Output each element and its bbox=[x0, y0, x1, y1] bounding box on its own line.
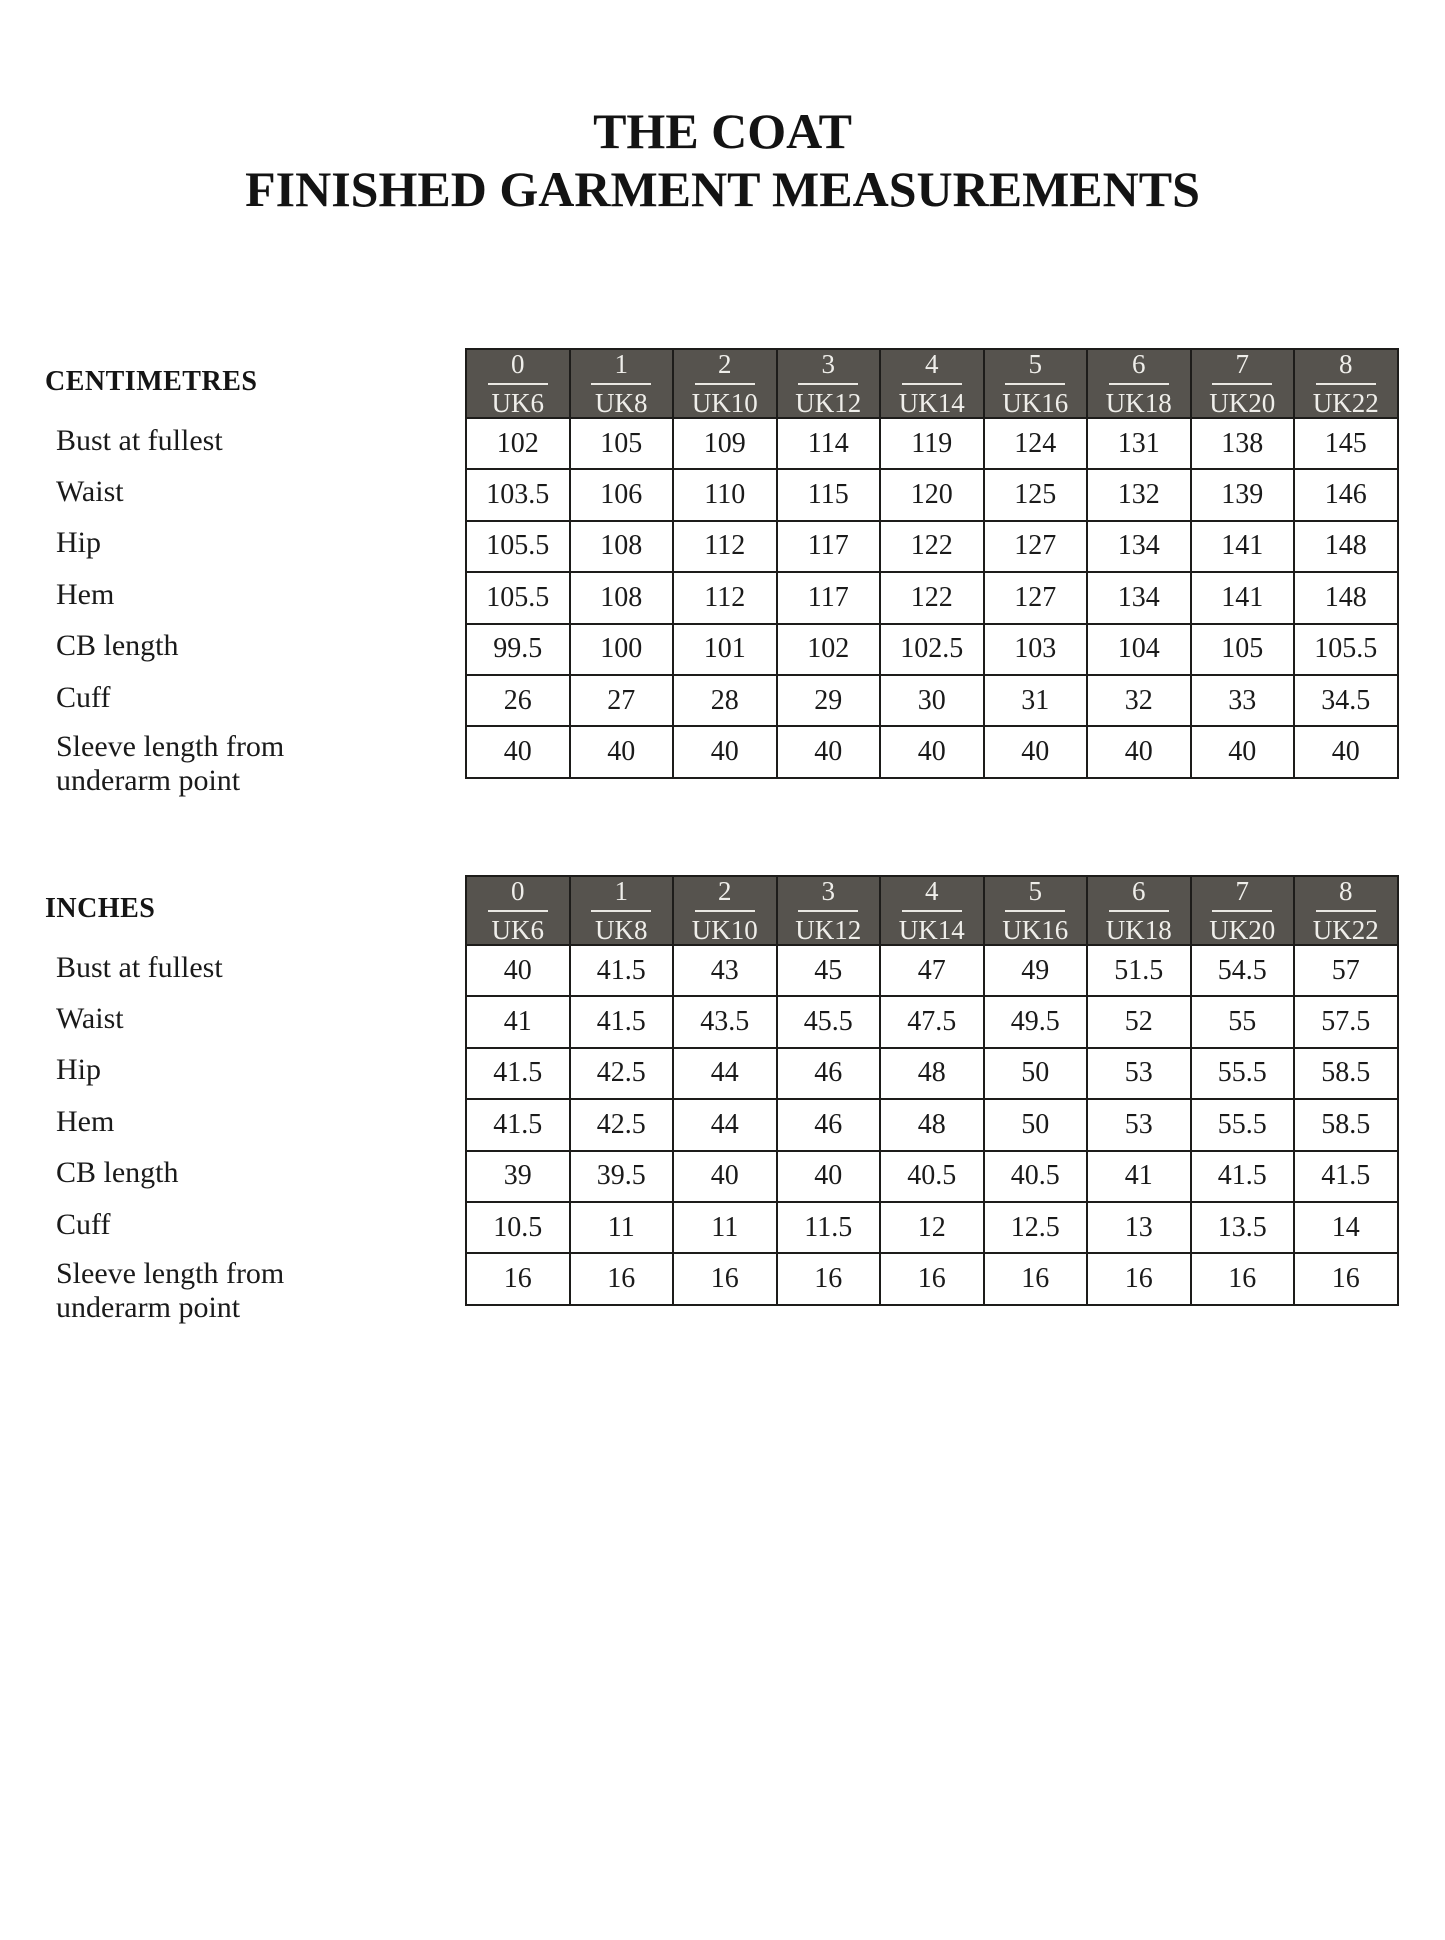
measurement-cell: 32 bbox=[1087, 675, 1191, 726]
measurement-cell: 16 bbox=[1191, 1253, 1295, 1304]
measurement-cell: 104 bbox=[1087, 624, 1191, 675]
measurement-cell: 48 bbox=[880, 1099, 984, 1150]
measurement-cell: 40.5 bbox=[984, 1151, 1088, 1202]
measurement-cell: 49.5 bbox=[984, 996, 1088, 1047]
uk-size-label: UK8 bbox=[595, 915, 648, 945]
uk-size-label: UK20 bbox=[1209, 388, 1276, 418]
measurement-cell: 41 bbox=[1087, 1151, 1191, 1202]
size-number: 0 bbox=[511, 349, 525, 379]
measurement-cell: 39 bbox=[466, 1151, 570, 1202]
fraction-bar-icon bbox=[695, 383, 755, 385]
size-header-cell bbox=[570, 876, 674, 945]
measurement-cell: 108 bbox=[570, 521, 674, 572]
measurement-cell: 33 bbox=[1191, 675, 1295, 726]
measurement-cell: 39.5 bbox=[570, 1151, 674, 1202]
measurement-cell: 40 bbox=[1191, 726, 1295, 777]
measurement-cell: 55 bbox=[1191, 996, 1295, 1047]
measurement-cell: 55.5 bbox=[1191, 1048, 1295, 1099]
row-label: CB length bbox=[56, 1156, 179, 1190]
measurement-cell: 100 bbox=[570, 624, 674, 675]
uk-size-label: UK20 bbox=[1209, 915, 1276, 945]
measurement-cell: 101 bbox=[673, 624, 777, 675]
uk-size-label: UK12 bbox=[795, 388, 862, 418]
measurement-cell: 16 bbox=[673, 1253, 777, 1304]
size-header-row bbox=[466, 876, 1398, 945]
measurement-cell: 41.5 bbox=[1294, 1151, 1398, 1202]
measurement-cell: 122 bbox=[880, 521, 984, 572]
row-label: Cuff bbox=[56, 680, 111, 714]
measurement-cell: 34.5 bbox=[1294, 675, 1398, 726]
measurement-cell: 45.5 bbox=[777, 996, 881, 1047]
measurement-row bbox=[466, 675, 1398, 726]
fraction-bar-icon bbox=[1316, 910, 1376, 912]
measurement-cell: 105 bbox=[1191, 624, 1295, 675]
measurement-cell: 11 bbox=[673, 1202, 777, 1253]
size-header-cell bbox=[984, 349, 1088, 418]
measurement-cell: 127 bbox=[984, 521, 1088, 572]
measurement-cell: 16 bbox=[984, 1253, 1088, 1304]
size-header-cell bbox=[777, 349, 881, 418]
size-header-cell bbox=[466, 876, 570, 945]
measurement-cell: 58.5 bbox=[1294, 1099, 1398, 1150]
row-labels bbox=[56, 875, 426, 1325]
size-table-header bbox=[466, 349, 1398, 418]
measurement-row bbox=[466, 996, 1398, 1047]
size-number: 1 bbox=[614, 876, 628, 906]
uk-size-label: UK16 bbox=[1002, 915, 1069, 945]
measurement-cell: 148 bbox=[1294, 521, 1398, 572]
measurement-cell: 13 bbox=[1087, 1202, 1191, 1253]
row-label: Hem bbox=[56, 577, 115, 611]
measurement-cell: 48 bbox=[880, 1048, 984, 1099]
measurement-cell: 53 bbox=[1087, 1099, 1191, 1150]
measurement-cell: 16 bbox=[466, 1253, 570, 1304]
measurement-cell: 30 bbox=[880, 675, 984, 726]
size-header-cell bbox=[570, 349, 674, 418]
measurement-cell: 41.5 bbox=[570, 996, 674, 1047]
measurement-cell: 57.5 bbox=[1294, 996, 1398, 1047]
measurement-cell: 105 bbox=[570, 418, 674, 469]
row-label: Sleeve length from underarm point bbox=[56, 730, 285, 798]
uk-size-label: UK6 bbox=[491, 388, 544, 418]
fraction-bar-icon bbox=[798, 910, 858, 912]
uk-size-label: UK22 bbox=[1312, 388, 1379, 418]
row-label: Bust at fullest bbox=[56, 950, 223, 984]
page-title bbox=[0, 102, 1445, 218]
uk-size-label: UK10 bbox=[691, 388, 758, 418]
size-number: 3 bbox=[821, 349, 835, 379]
size-table-body bbox=[466, 418, 1398, 778]
row-label: CB length bbox=[56, 629, 179, 663]
size-header-cell bbox=[1294, 876, 1398, 945]
measurement-row bbox=[466, 624, 1398, 675]
fraction-bar-icon bbox=[591, 383, 651, 385]
measurement-cell: 53 bbox=[1087, 1048, 1191, 1099]
measurement-cell: 40 bbox=[880, 726, 984, 777]
measurement-cell: 16 bbox=[777, 1253, 881, 1304]
fraction-bar-icon bbox=[1109, 383, 1169, 385]
measurement-cell: 40 bbox=[984, 726, 1088, 777]
size-number: 6 bbox=[1132, 876, 1146, 906]
measurement-cell: 42.5 bbox=[570, 1099, 674, 1150]
fraction-bar-icon bbox=[1316, 383, 1376, 385]
measurement-cell: 58.5 bbox=[1294, 1048, 1398, 1099]
row-label: Cuff bbox=[56, 1207, 111, 1241]
measurement-cell: 16 bbox=[880, 1253, 984, 1304]
measurement-cell: 28 bbox=[673, 675, 777, 726]
size-number: 0 bbox=[511, 876, 525, 906]
measurement-cell: 117 bbox=[777, 521, 881, 572]
fraction-bar-icon bbox=[902, 383, 962, 385]
measurement-cell: 105.5 bbox=[466, 521, 570, 572]
fraction-bar-icon bbox=[902, 910, 962, 912]
measurement-cell: 45 bbox=[777, 945, 881, 996]
fraction-bar-icon bbox=[695, 910, 755, 912]
size-number: 8 bbox=[1339, 349, 1353, 379]
size-number: 6 bbox=[1132, 349, 1146, 379]
size-number: 7 bbox=[1235, 349, 1249, 379]
measurement-cell: 50 bbox=[984, 1048, 1088, 1099]
measurement-cell: 27 bbox=[570, 675, 674, 726]
measurement-cell: 134 bbox=[1087, 521, 1191, 572]
size-number: 4 bbox=[925, 349, 939, 379]
measurement-cell: 46 bbox=[777, 1099, 881, 1150]
size-table-body bbox=[466, 945, 1398, 1305]
measurement-cell: 41.5 bbox=[466, 1099, 570, 1150]
measurement-cell: 109 bbox=[673, 418, 777, 469]
measurement-cell: 102.5 bbox=[880, 624, 984, 675]
size-header-row bbox=[466, 349, 1398, 418]
measurement-cell: 40 bbox=[777, 726, 881, 777]
measurement-cell: 40 bbox=[1087, 726, 1191, 777]
fraction-bar-icon bbox=[1005, 910, 1065, 912]
measurement-cell: 110 bbox=[673, 469, 777, 520]
measurement-cell: 12.5 bbox=[984, 1202, 1088, 1253]
size-header-cell bbox=[466, 349, 570, 418]
fraction-bar-icon bbox=[1109, 910, 1169, 912]
row-label: Hip bbox=[56, 526, 101, 560]
measurement-cell: 115 bbox=[777, 469, 881, 520]
unit-label: CENTIMETRES bbox=[45, 365, 258, 397]
size-table-inches bbox=[465, 875, 1399, 1306]
measurement-cell: 148 bbox=[1294, 572, 1398, 623]
row-label: Hem bbox=[56, 1104, 115, 1138]
size-header-cell bbox=[880, 349, 984, 418]
uk-size-label: UK14 bbox=[898, 915, 965, 945]
measurement-row bbox=[466, 418, 1398, 469]
measurement-cell: 105.5 bbox=[1294, 624, 1398, 675]
measurement-cell: 40 bbox=[777, 1151, 881, 1202]
measurement-cell: 105.5 bbox=[466, 572, 570, 623]
measurement-cell: 120 bbox=[880, 469, 984, 520]
measurement-cell: 42.5 bbox=[570, 1048, 674, 1099]
size-number: 8 bbox=[1339, 876, 1353, 906]
fraction-bar-icon bbox=[488, 383, 548, 385]
measurement-row bbox=[466, 1253, 1398, 1304]
uk-size-label: UK18 bbox=[1105, 388, 1172, 418]
title-line-2: FINISHED GARMENT MEASUREMENTS bbox=[245, 161, 1200, 217]
measurement-cell: 119 bbox=[880, 418, 984, 469]
measurement-cell: 26 bbox=[466, 675, 570, 726]
measurement-cell: 141 bbox=[1191, 572, 1295, 623]
size-header-cell bbox=[1191, 349, 1295, 418]
row-label: Waist bbox=[56, 1002, 124, 1036]
measurement-cell: 16 bbox=[1294, 1253, 1398, 1304]
measurement-cell: 40 bbox=[673, 726, 777, 777]
measurement-cell: 41.5 bbox=[570, 945, 674, 996]
measurement-row bbox=[466, 469, 1398, 520]
measurement-cell: 40 bbox=[466, 726, 570, 777]
measurement-cell: 41 bbox=[466, 996, 570, 1047]
fraction-bar-icon bbox=[488, 910, 548, 912]
measurement-cell: 146 bbox=[1294, 469, 1398, 520]
measurement-cell: 52 bbox=[1087, 996, 1191, 1047]
measurement-cell: 43 bbox=[673, 945, 777, 996]
uk-size-label: UK12 bbox=[795, 915, 862, 945]
measurement-cell: 145 bbox=[1294, 418, 1398, 469]
measurement-cell: 40 bbox=[466, 945, 570, 996]
measurement-cell: 57 bbox=[1294, 945, 1398, 996]
measurement-cell: 16 bbox=[570, 1253, 674, 1304]
title-line-1: THE COAT bbox=[593, 103, 852, 159]
measurement-row bbox=[466, 945, 1398, 996]
measurement-cell: 112 bbox=[673, 572, 777, 623]
measurement-cell: 103.5 bbox=[466, 469, 570, 520]
measurement-cell: 47 bbox=[880, 945, 984, 996]
measurement-cell: 50 bbox=[984, 1099, 1088, 1150]
size-number: 5 bbox=[1028, 349, 1042, 379]
row-labels bbox=[56, 348, 426, 798]
uk-size-label: UK14 bbox=[898, 388, 965, 418]
uk-size-label: UK16 bbox=[1002, 388, 1069, 418]
measurement-cell: 46 bbox=[777, 1048, 881, 1099]
size-header-cell bbox=[1191, 876, 1295, 945]
measurement-cell: 51.5 bbox=[1087, 945, 1191, 996]
measurement-row bbox=[466, 1048, 1398, 1099]
measurement-cell: 43.5 bbox=[673, 996, 777, 1047]
measurement-cell: 44 bbox=[673, 1048, 777, 1099]
measurement-cell: 49 bbox=[984, 945, 1088, 996]
row-label: Bust at fullest bbox=[56, 423, 223, 457]
measurement-cell: 131 bbox=[1087, 418, 1191, 469]
measurement-cell: 40 bbox=[1294, 726, 1398, 777]
measurement-cell: 106 bbox=[570, 469, 674, 520]
measurement-cell: 11 bbox=[570, 1202, 674, 1253]
size-number: 1 bbox=[614, 349, 628, 379]
measurement-row bbox=[466, 1099, 1398, 1150]
measurement-row bbox=[466, 726, 1398, 777]
uk-size-label: UK8 bbox=[595, 388, 648, 418]
size-number: 7 bbox=[1235, 876, 1249, 906]
measurement-cell: 40 bbox=[673, 1151, 777, 1202]
size-header-cell bbox=[880, 876, 984, 945]
size-table-centimetres bbox=[465, 348, 1399, 779]
measurement-cell: 99.5 bbox=[466, 624, 570, 675]
measurement-row bbox=[466, 521, 1398, 572]
measurement-cell: 117 bbox=[777, 572, 881, 623]
size-header-cell bbox=[1294, 349, 1398, 418]
fraction-bar-icon bbox=[1005, 383, 1065, 385]
measurement-cell: 12 bbox=[880, 1202, 984, 1253]
measurement-cell: 138 bbox=[1191, 418, 1295, 469]
fraction-bar-icon bbox=[798, 383, 858, 385]
measurement-cell: 102 bbox=[466, 418, 570, 469]
size-number: 4 bbox=[925, 876, 939, 906]
uk-size-label: UK6 bbox=[491, 915, 544, 945]
measurement-cell: 125 bbox=[984, 469, 1088, 520]
measurement-cell: 112 bbox=[673, 521, 777, 572]
size-number: 2 bbox=[718, 349, 732, 379]
measurement-cell: 40.5 bbox=[880, 1151, 984, 1202]
uk-size-label: UK22 bbox=[1312, 915, 1379, 945]
row-label: Sleeve length from underarm point bbox=[56, 1257, 285, 1325]
measurement-cell: 41.5 bbox=[1191, 1151, 1295, 1202]
measurement-cell: 40 bbox=[570, 726, 674, 777]
measurement-cell: 16 bbox=[1087, 1253, 1191, 1304]
row-label: Hip bbox=[56, 1053, 101, 1087]
fraction-bar-icon bbox=[1212, 383, 1272, 385]
measurement-cell: 102 bbox=[777, 624, 881, 675]
size-header-cell bbox=[777, 876, 881, 945]
uk-size-label: UK10 bbox=[691, 915, 758, 945]
measurement-cell: 55.5 bbox=[1191, 1099, 1295, 1150]
measurement-cell: 127 bbox=[984, 572, 1088, 623]
measurement-row bbox=[466, 572, 1398, 623]
fraction-bar-icon bbox=[1212, 910, 1272, 912]
size-number: 5 bbox=[1028, 876, 1042, 906]
fraction-bar-icon bbox=[591, 910, 651, 912]
measurement-cell: 54.5 bbox=[1191, 945, 1295, 996]
measurement-cell: 10.5 bbox=[466, 1202, 570, 1253]
measurement-cell: 11.5 bbox=[777, 1202, 881, 1253]
measurement-cell: 44 bbox=[673, 1099, 777, 1150]
measurement-cell: 29 bbox=[777, 675, 881, 726]
size-header-cell bbox=[673, 349, 777, 418]
size-number: 3 bbox=[821, 876, 835, 906]
measurement-cell: 134 bbox=[1087, 572, 1191, 623]
measurement-cell: 124 bbox=[984, 418, 1088, 469]
uk-size-label: UK18 bbox=[1105, 915, 1172, 945]
size-header-cell bbox=[1087, 349, 1191, 418]
measurement-cell: 103 bbox=[984, 624, 1088, 675]
measurement-cell: 108 bbox=[570, 572, 674, 623]
size-header-cell bbox=[673, 876, 777, 945]
measurement-cell: 114 bbox=[777, 418, 881, 469]
measurement-cell: 122 bbox=[880, 572, 984, 623]
measurement-cell: 141 bbox=[1191, 521, 1295, 572]
measurement-cell: 13.5 bbox=[1191, 1202, 1295, 1253]
size-table-header bbox=[466, 876, 1398, 945]
size-header-cell bbox=[984, 876, 1088, 945]
row-label: Waist bbox=[56, 475, 124, 509]
measurement-cell: 139 bbox=[1191, 469, 1295, 520]
measurement-row bbox=[466, 1202, 1398, 1253]
unit-label: INCHES bbox=[45, 892, 156, 924]
measurement-cell: 47.5 bbox=[880, 996, 984, 1047]
measurement-cell: 41.5 bbox=[466, 1048, 570, 1099]
size-number: 2 bbox=[718, 876, 732, 906]
size-header-cell bbox=[1087, 876, 1191, 945]
measurement-cell: 31 bbox=[984, 675, 1088, 726]
measurement-cell: 132 bbox=[1087, 469, 1191, 520]
measurement-row bbox=[466, 1151, 1398, 1202]
measurement-cell: 14 bbox=[1294, 1202, 1398, 1253]
